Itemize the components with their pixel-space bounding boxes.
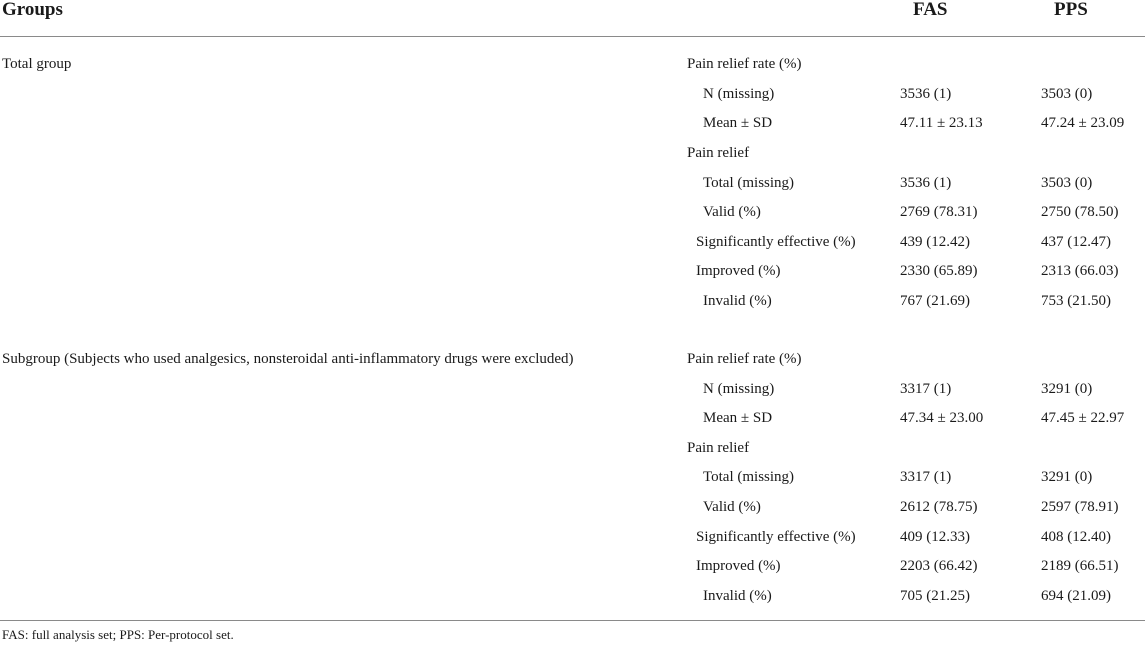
row-label: Significantly effective (%) xyxy=(696,529,856,545)
cell-fas: 3317 (1) xyxy=(900,469,952,485)
row-label: Mean ± SD xyxy=(703,410,773,426)
group-total: Total group xyxy=(2,56,72,72)
cell-fas: 2330 (65.89) xyxy=(900,263,978,279)
row-label: Total (missing) xyxy=(703,175,795,191)
cell-pps: 3291 (0) xyxy=(1041,469,1093,485)
cell-pps: 753 (21.50) xyxy=(1041,293,1111,309)
row-label: Pain relief rate (%) xyxy=(687,56,802,72)
row-label: Improved (%) xyxy=(696,263,781,279)
row-label: Pain relief xyxy=(687,440,750,456)
row-label: Invalid (%) xyxy=(703,588,772,604)
row-label: Pain relief rate (%) xyxy=(687,351,802,367)
group-subgroup: Subgroup (Subjects who used analgesics, nonsteroidal anti-inflammatory drugs were excluded) xyxy=(2,351,574,367)
row-label: Valid (%) xyxy=(703,204,761,220)
row-label: Pain relief xyxy=(687,145,750,161)
header-groups: Groups xyxy=(2,0,63,20)
cell-fas: 3536 (1) xyxy=(900,175,952,191)
cell-fas: 3536 (1) xyxy=(900,86,952,102)
cell-pps: 47.24 ± 23.09 xyxy=(1041,115,1125,131)
row-label: Mean ± SD xyxy=(703,115,773,131)
header-fas: FAS xyxy=(913,0,948,20)
row-label: N (missing) xyxy=(703,381,775,397)
cell-pps: 47.45 ± 22.97 xyxy=(1041,410,1125,426)
cell-pps: 2750 (78.50) xyxy=(1041,204,1119,220)
footer-rule xyxy=(0,620,1145,621)
cell-fas: 47.34 ± 23.00 xyxy=(900,410,984,426)
cell-pps: 2313 (66.03) xyxy=(1041,263,1119,279)
cell-pps: 437 (12.47) xyxy=(1041,234,1111,250)
row-label: N (missing) xyxy=(703,86,775,102)
cell-pps: 2597 (78.91) xyxy=(1041,499,1119,515)
cell-pps: 3291 (0) xyxy=(1041,381,1093,397)
row-label: Total (missing) xyxy=(703,469,795,485)
cell-fas: 439 (12.42) xyxy=(900,234,970,250)
cell-pps: 3503 (0) xyxy=(1041,86,1093,102)
header-pps: PPS xyxy=(1054,0,1088,20)
cell-fas: 705 (21.25) xyxy=(900,588,970,604)
row-label: Improved (%) xyxy=(696,558,781,574)
cell-pps: 3503 (0) xyxy=(1041,175,1093,191)
header-rule xyxy=(0,36,1145,37)
cell-fas: 47.11 ± 23.13 xyxy=(900,115,983,131)
cell-fas: 2769 (78.31) xyxy=(900,204,978,220)
cell-fas: 2612 (78.75) xyxy=(900,499,978,515)
cell-fas: 2203 (66.42) xyxy=(900,558,978,574)
cell-pps: 2189 (66.51) xyxy=(1041,558,1119,574)
cell-pps: 408 (12.40) xyxy=(1041,529,1111,545)
cell-pps: 694 (21.09) xyxy=(1041,588,1111,604)
cell-fas: 3317 (1) xyxy=(900,381,952,397)
row-label: Invalid (%) xyxy=(703,293,772,309)
footnote: FAS: full analysis set; PPS: Per-protocol set. xyxy=(2,627,234,642)
row-label: Significantly effective (%) xyxy=(696,234,856,250)
cell-fas: 409 (12.33) xyxy=(900,529,970,545)
cell-fas: 767 (21.69) xyxy=(900,293,970,309)
row-label: Valid (%) xyxy=(703,499,761,515)
